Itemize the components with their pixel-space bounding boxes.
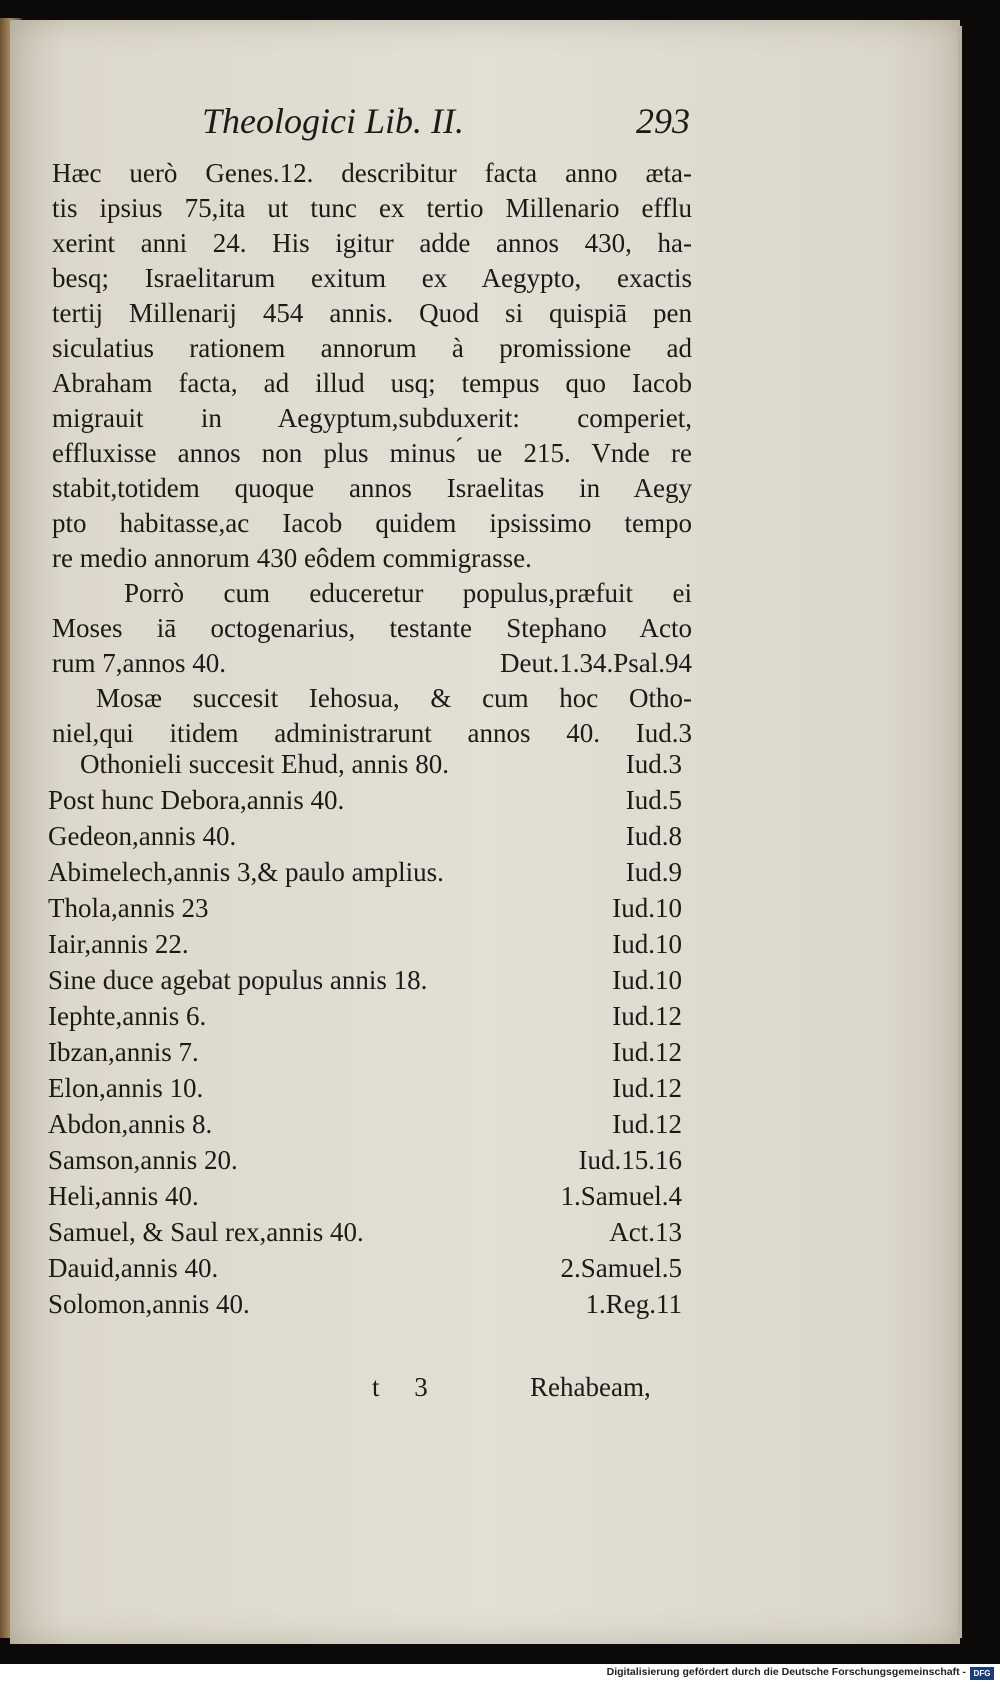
list-item xyxy=(48,1070,682,1106)
list-item xyxy=(48,1214,682,1250)
text-line: effluxisse annos non plus minus ́ue 215. Vnde re xyxy=(52,438,692,468)
list-item xyxy=(48,1286,682,1322)
signature-mark: t 3 xyxy=(372,1372,442,1402)
list-item xyxy=(48,926,682,962)
text-line: pto habitasse,ac Iacob quidem ipsissimo tempo xyxy=(52,508,692,538)
judge-entry: Heli,annis 40. xyxy=(48,1181,199,1211)
judge-entry: Abimelech,annis 3,& paulo amplius. xyxy=(48,857,444,887)
text-line: Porrò cum educeretur populus,præfuit ei xyxy=(124,578,692,608)
list-item xyxy=(48,890,682,926)
dfg-logo: DFG xyxy=(970,1667,994,1680)
credit-bar xyxy=(0,1664,1000,1684)
scripture-reference: Iud.12 xyxy=(612,1109,682,1139)
judge-entry: Othonieli succesit Ehud, annis 80. xyxy=(80,749,449,779)
judge-entry: Abdon,annis 8. xyxy=(48,1109,213,1139)
running-head: Theologici Lib. II. xyxy=(202,101,464,141)
page-number: 293 xyxy=(636,101,690,141)
scripture-reference: Iud.8 xyxy=(625,821,682,851)
scripture-reference: Iud.9 xyxy=(625,857,682,887)
list-item xyxy=(48,1250,682,1286)
list-item xyxy=(48,1178,682,1214)
list-item xyxy=(48,818,682,854)
scripture-reference: Iud.12 xyxy=(612,1073,682,1103)
scripture-reference: Iud.5 xyxy=(625,785,682,815)
text-line: re medio annorum 430 eôdem commigrasse. xyxy=(52,543,532,573)
scripture-reference: Iud.12 xyxy=(612,1037,682,1067)
judge-entry: Sine duce agebat populus annis 18. xyxy=(48,965,428,995)
scripture-reference: Iud.10 xyxy=(612,893,682,923)
text-line: tis ipsius 75,ita ut tunc ex tertio Millenario efflu xyxy=(52,193,692,223)
text-line: Abraham facta, ad illud usq; tempus quo Iacob xyxy=(52,368,692,398)
scripture-reference: Iud.10 xyxy=(612,965,682,995)
scripture-reference: 1.Samuel.4 xyxy=(560,1181,682,1211)
judge-entry: Thola,annis 23 xyxy=(48,893,209,923)
judge-entry: Gedeon,annis 40. xyxy=(48,821,237,851)
scripture-reference: Iud.15.16 xyxy=(578,1145,682,1175)
page-footer xyxy=(0,1372,1000,1412)
text-line: niel,qui itidem administrarunt annos 40. Iud.3 xyxy=(52,718,692,748)
credit-text: Digitalisierung gefördert durch die Deutsche Forschungsgemeinschaft - xyxy=(606,1666,966,1678)
text-line: siculatius rationem annorum à promissione ad xyxy=(52,333,692,363)
judge-entry: Samuel, & Saul rex,annis 40. xyxy=(48,1217,364,1247)
judge-entry: Elon,annis 10. xyxy=(48,1073,204,1103)
list-item xyxy=(48,1142,682,1178)
catchword: Rehabeam, xyxy=(530,1372,651,1402)
judge-entry: Iephte,annis 6. xyxy=(48,1001,207,1031)
list-item xyxy=(48,1106,682,1142)
text-line: Hæc uerò Genes.12. describitur facta anno æta- xyxy=(52,158,692,188)
scripture-reference: 2.Samuel.5 xyxy=(560,1253,682,1283)
text-line: xerint anni 24. His igitur adde annos 430, ha- xyxy=(52,228,692,258)
judge-entry: Post hunc Debora,annis 40. xyxy=(48,785,345,815)
list-item xyxy=(48,998,682,1034)
judge-entry: Ibzan,annis 7. xyxy=(48,1037,199,1067)
text-line: tertij Millenarij 454 annis. Quod si quispiā pen xyxy=(52,298,692,328)
scripture-reference: Deut.1.34.Psal.94 xyxy=(500,648,692,678)
scripture-reference: Iud.3 xyxy=(625,749,682,779)
text-line: migrauit in Aegyptum,subduxerit: comperiet, xyxy=(52,403,692,433)
text-line: besq; Israelitarum exitum ex Aegypto, exactis xyxy=(52,263,692,293)
scripture-reference: Iud.10 xyxy=(612,929,682,959)
list-item xyxy=(48,962,682,998)
scripture-reference: Iud.12 xyxy=(612,1001,682,1031)
judges-list xyxy=(48,746,682,1322)
list-item xyxy=(48,782,682,818)
judge-entry: Samson,annis 20. xyxy=(48,1145,238,1175)
list-item xyxy=(48,746,682,782)
page-header xyxy=(0,100,1000,150)
scripture-reference: 1.Reg.11 xyxy=(585,1289,682,1319)
text-line: Moses iā octogenarius, testante Stephano Acto xyxy=(52,613,692,643)
body-text xyxy=(52,156,692,751)
text-line: stabit,totidem quoque annos Israelitas in Aegy xyxy=(52,473,692,503)
judge-entry: Iair,annis 22. xyxy=(48,929,189,959)
reference-line xyxy=(52,646,692,681)
text-line: Mosæ succesit Iehosua, & cum hoc Otho- xyxy=(96,683,692,713)
judge-entry: Solomon,annis 40. xyxy=(48,1289,250,1319)
reference-line-text: rum 7,annos 40. xyxy=(52,648,226,678)
scripture-reference: Act.13 xyxy=(609,1217,682,1247)
list-item xyxy=(48,1034,682,1070)
list-item xyxy=(48,854,682,890)
judge-entry: Dauid,annis 40. xyxy=(48,1253,219,1283)
